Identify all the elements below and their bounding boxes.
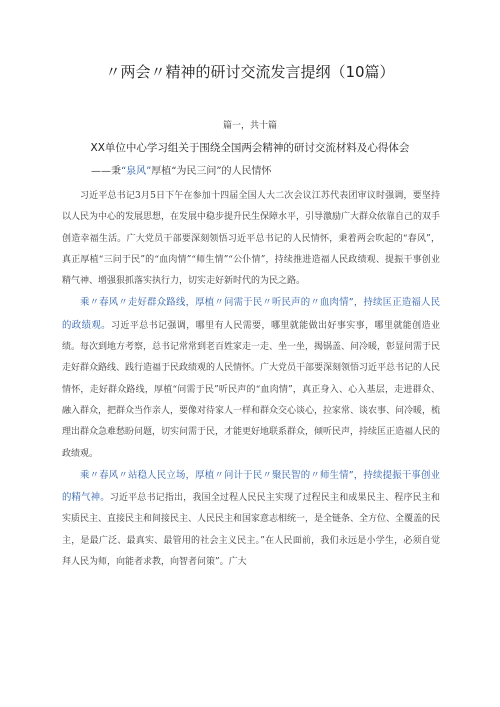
article-byline xyxy=(91,162,271,177)
paragraph-lead: 乘〃春风〃走好群众路线，厚植〃问需于民〃听民声的〃血肉情”，持续匡正造福人民的政绩观。 xyxy=(62,297,440,331)
byline-prefix: ——秉 xyxy=(91,166,121,177)
body-paragraph xyxy=(62,465,440,573)
paragraph-text: 习近平总书记指出，我国全过程人民民主实现了过程民主和成果民主、程序民主和实质民主、直接民主和间接民主、人民民主和国家意志相统一，是全链条、全方位、全覆盖的民主，是最广泛、最真实、最管用的社会主义民主。”在人民面前，我们永远是小学生，必须自觉拜人民为师，向能者求教，向智者问策”。广大 xyxy=(62,493,441,568)
byline-suffix: 厚植“为民三问”的人民情怀 xyxy=(151,166,272,177)
section-label: 篇一，共十篇 xyxy=(222,121,277,131)
article-subtitle: XX单位中心学习组关于围绕全国两会精神的研讨交流材料及心得体会 xyxy=(90,142,410,154)
paragraph-text: 习近平总书记强调，哪里有人民需要，哪里就能做出好事实事，哪里就能创造业绩。每次到地方考察，总书记常常到老百姓家走一走、坐一坐，揭锅盖、问冷暖，彰显问需于民走好群众路线、践行造福于民政绩观的人民情怀。广大党员干部要深刻领悟习近平总书记的人民情怀，走好群众路线，厚植“问需于民”听民声的“血肉情”，真正身入、心入基层，走进群众、融入群众，把群众当作亲人，要像对待家人一样和群众交心谈心，拉家常、谈农事、问冷暖，梳理出群众急难愁盼问题，切实问需于民，才能更好地联系群众，倾听民声，持续匡正造福人民的政绩观。 xyxy=(62,320,441,459)
article-body xyxy=(62,186,440,573)
body-paragraph xyxy=(62,292,440,464)
document-title: 〃两会〃精神的研讨交流发言提纲（10篇） xyxy=(105,63,395,81)
paragraph-text: 习近平总书记3月5日下午在参加十四届全国人大二次会议江苏代表团审议时强调，要坚持以人民为中心的发展思想，在发展中稳步提升民生保障水平，引导激励广大群众依靠自己的双手创造幸福生活。广大党员干部要深刻领悟习近平总书记的人民情怀，秉着两会吹起的“春风”，真正厚植“三问于民”的“血肉情”“师生情”“公仆情”，持续推进造福人民政绩观、提振干事创业精气神、增强狠抓落实执行力，切实走好新时代的为民之路。 xyxy=(62,191,441,287)
byline-highlight: “泉风” xyxy=(121,166,152,177)
paragraph-lead: 乘〃春风〃站稳人民立场，厚植〃问计于民〃聚民智的〃师生情”，持续提振干事创业的精气神。 xyxy=(62,469,440,504)
body-paragraph xyxy=(62,186,440,292)
